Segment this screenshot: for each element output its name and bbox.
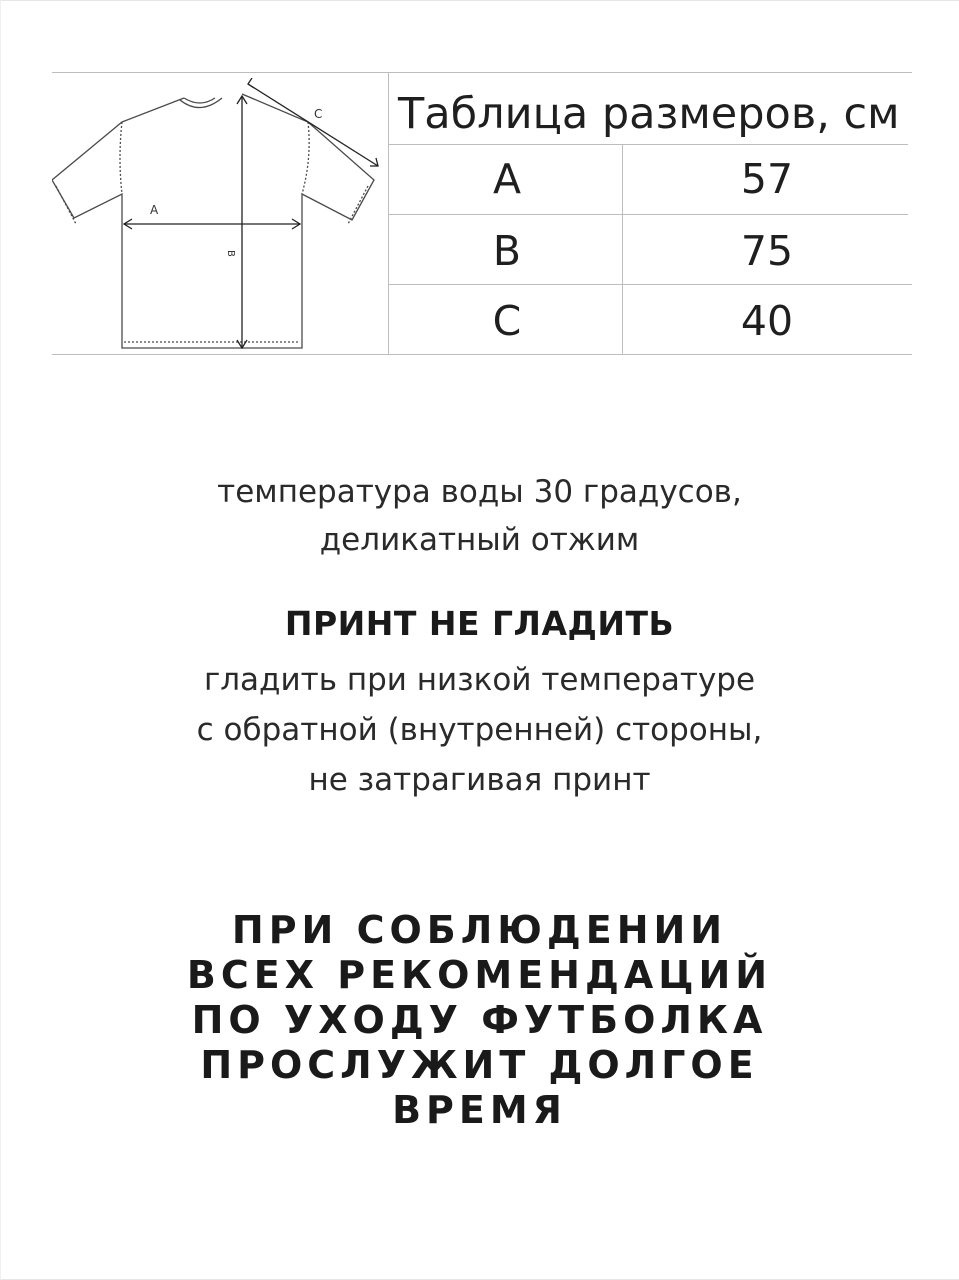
diagram-label-c: C: [314, 107, 323, 121]
ironing-warning-heading: ПРИНТ НЕ ГЛАДИТЬ: [284, 604, 675, 643]
tshirt-measurement-diagram: [52, 78, 388, 354]
final-note-line: ПРИ СОБЛЮДЕНИИ: [231, 908, 728, 952]
size-value-a: 57: [740, 155, 794, 203]
size-value-c: 40: [740, 297, 794, 345]
wash-instruction-line-2: деликатный отжим: [319, 522, 640, 558]
size-chart-section: [52, 72, 912, 356]
wash-instruction-line-1: температура воды 30 градусов,: [217, 474, 742, 510]
collar-curve: [184, 98, 215, 103]
table-row-rule: [388, 214, 908, 215]
size-label-c: C: [492, 297, 522, 345]
final-note-line: ПРОСЛУЖИТ ДОЛГОЕ: [200, 1043, 759, 1087]
final-note-line: ВРЕМЯ: [392, 1088, 567, 1132]
size-table-title: Таблица размеров, см: [398, 89, 900, 139]
size-value-b: 75: [740, 227, 794, 275]
table-column-divider: [622, 144, 623, 355]
ironing-instruction-line-2: с обратной (внутренней) стороны,: [196, 712, 763, 748]
final-note-line: ПО УХОДУ ФУТБОЛКА: [191, 998, 768, 1042]
care-final-note: [0, 908, 959, 1133]
ironing-instruction-line-1: гладить при низкой температуре: [203, 662, 756, 698]
diagram-divider: [388, 72, 389, 355]
table-top-rule: [52, 72, 912, 73]
diagram-label-b: B: [225, 250, 236, 257]
ironing-instruction-line-3: не затрагивая принт: [308, 762, 651, 798]
tshirt-outline: [52, 94, 374, 348]
size-label-a: A: [492, 155, 522, 203]
final-note-line: ВСЕХ РЕКОМЕНДАЦИЙ: [186, 953, 773, 997]
size-label-b: B: [492, 227, 522, 275]
measure-c-line: [248, 84, 378, 166]
diagram-label-a: A: [150, 203, 159, 217]
